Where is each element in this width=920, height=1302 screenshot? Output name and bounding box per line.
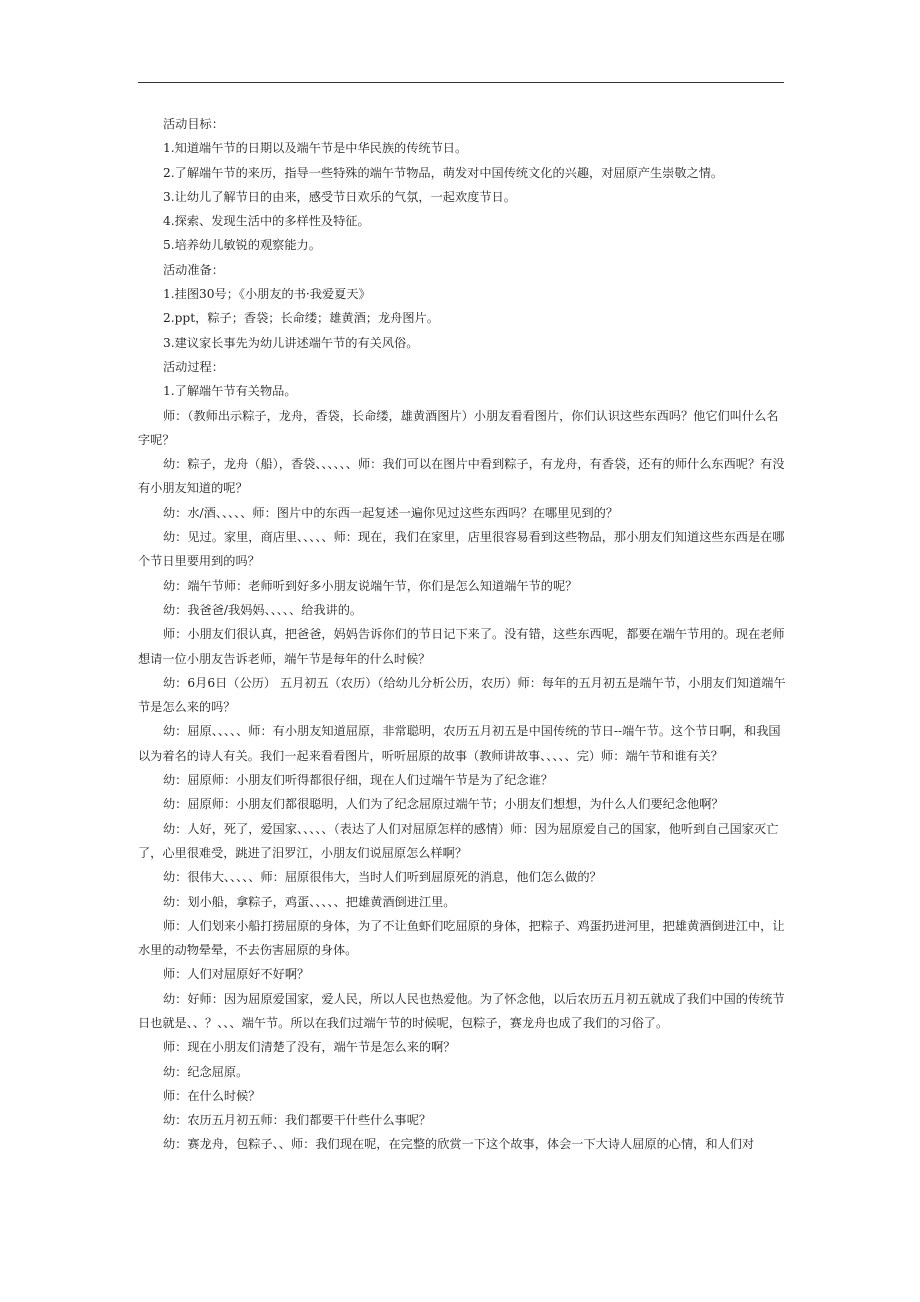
paragraph: 幼：划小船，拿粽子，鸡蛋、、、、、把雄黄酒倒进江里。: [163, 894, 456, 909]
paragraph: 师：（教师出示粽子，龙舟，香袋，长命缕，雄黄酒图片）小朋友看看图片，你们认识这些东西吗？他它们叫什么名字呢？: [138, 408, 779, 447]
paragraph: 师：人们对屈原好不好啊？: [163, 967, 310, 982]
header-rule: [138, 82, 784, 83]
paragraph: 幼：屈原、、、、、师：有小朋友知道屈原，非常聪明，农历五月初五是中国传统的节日--端午节。这个节日啊，和我国以为着名的诗人有关。我们一起来看看图片，听听屈原的故事（教师讲故事、、、、、完）师：端午节和谁有关？: [138, 724, 781, 763]
paragraph: 幼：粽子，龙舟（船），香袋、、、、、、师：我们可以在图片中看到粽子，有龙舟，有香袋，还有的师什么东西呢？有没有小朋友知道的呢？: [138, 457, 785, 496]
paragraph: 1.挂图30号；《小朋友的书·我爱夏天》: [163, 287, 371, 302]
paragraph: 活动准备：: [163, 262, 224, 277]
paragraph: 幼：纪念屈原。: [163, 1064, 249, 1079]
paragraph: 师：人们划来小船打捞屈原的身体，为了不让鱼虾们吃屈原的身体，把粽子、鸡蛋扔进河里，把雄黄酒倒进江中，让水里的动物晕晕，不去伤害屈原的身体。: [138, 918, 785, 958]
paragraph: 4.探索、发现生活中的多样性及特征。: [163, 214, 370, 229]
paragraph: 幼：端午节师：老师听到好多小朋友说端午节，你们是怎么知道端午节的呢？: [163, 578, 578, 593]
paragraph: 幼：我爸爸/我妈妈、、、、、给我讲的。: [163, 602, 363, 617]
paragraph: 师：在什么时候？: [163, 1088, 261, 1103]
paragraph: 2.ppt，粽子；香袋；长命缕；雄黄酒；龙舟图片。: [163, 311, 439, 326]
paragraph: 幼：好师：因为屈原爱国家，爱人民，所以人民也热爱他。为了怀念他，以后农历五月初五就成了我们中国的传统节日也就是、、？、、、端午节。所以在我们过端午节的时候呢，包粽子，赛龙舟也成了我们的习俗了。: [138, 991, 785, 1030]
paragraph: 幼：农历五月初五师：我们都要干什些什么事呢？: [163, 1113, 432, 1128]
paragraph: 3.建议家长事先为幼儿讲述端午节的有关风俗。: [163, 335, 419, 350]
paragraph: 师：现在小朋友们清楚了没有，端午节是怎么来的啊？: [163, 1040, 456, 1055]
paragraph: 活动过程：: [163, 359, 224, 374]
paragraph: 活动目标：: [163, 117, 224, 131]
paragraph: 幼：屈原师：小朋友们听得都很仔细，现在人们过端午节是为了纪念谁？: [163, 773, 553, 788]
paragraph: 1.知道端午节的日期以及端午节是中华民族的传统节日。: [163, 141, 468, 156]
paragraph: 2.了解端午节的来历，指导一些特殊的端午节物品，萌发对中国传统文化的兴趣，对屈原产生崇敬之情。: [163, 165, 724, 180]
document-body: [138, 112, 786, 1157]
paragraph: 1.了解端午节有关物品。: [163, 384, 297, 399]
paragraph: 幼：人好，死了，爱国家、、、、、（表达了人们对屈原怎样的感情）师：因为屈原爱自己的国家，他听到自己国家灭亡了，心里很难受，跳进了汨罗江，小朋友们说屈原怎么样啊？: [138, 821, 779, 860]
paragraph: 幼：屈原师：小朋友们都很聪明，人们为了纪念屈原过端午节；小朋友们想想，为什么人们要纪念他啊？: [163, 797, 724, 812]
paragraph: 幼：赛龙舟，包粽子、、师：我们现在呢，在完整的欣赏一下这个故事，体会一下大诗人屈原的心情，和人们对: [163, 1137, 755, 1152]
paragraph: 幼：很伟大、、、、、师：屈原很伟大，当时人们听到屈原死的消息，他们怎么做的？: [163, 870, 602, 885]
paragraph: 5.培养幼儿敏锐的观察能力。: [163, 238, 321, 253]
paragraph: 幼：6月6日（公历） 五月初五（农历）（给幼儿分析公历，农历）师：每年的五月初五是端午节，小朋友们知道端午节是怎么来的吗？: [138, 675, 786, 715]
paragraph: 幼：见过。家里，商店里、、、、、师：现在，我们在家里，店里很容易看到这些物品，那小朋友们知道这些东西是在哪个节日里要用到的吗？: [138, 530, 785, 569]
paragraph: 3.让幼儿了解节日的由来，感受节日欢乐的气氛，一起欢度节日。: [163, 189, 516, 204]
paragraph: 师：小朋友们很认真，把爸爸，妈妈告诉你们的节日记下来了。没有错，这些东西呢，都要在端午节用的。现在老师想请一位小朋友告诉老师，端午节是每年的什么时候？: [138, 627, 785, 666]
paragraph: 幼：水/酒、、、、、师：图片中的东西一起复述一遍你见过这些东西吗？在哪里见到的？: [163, 505, 619, 520]
